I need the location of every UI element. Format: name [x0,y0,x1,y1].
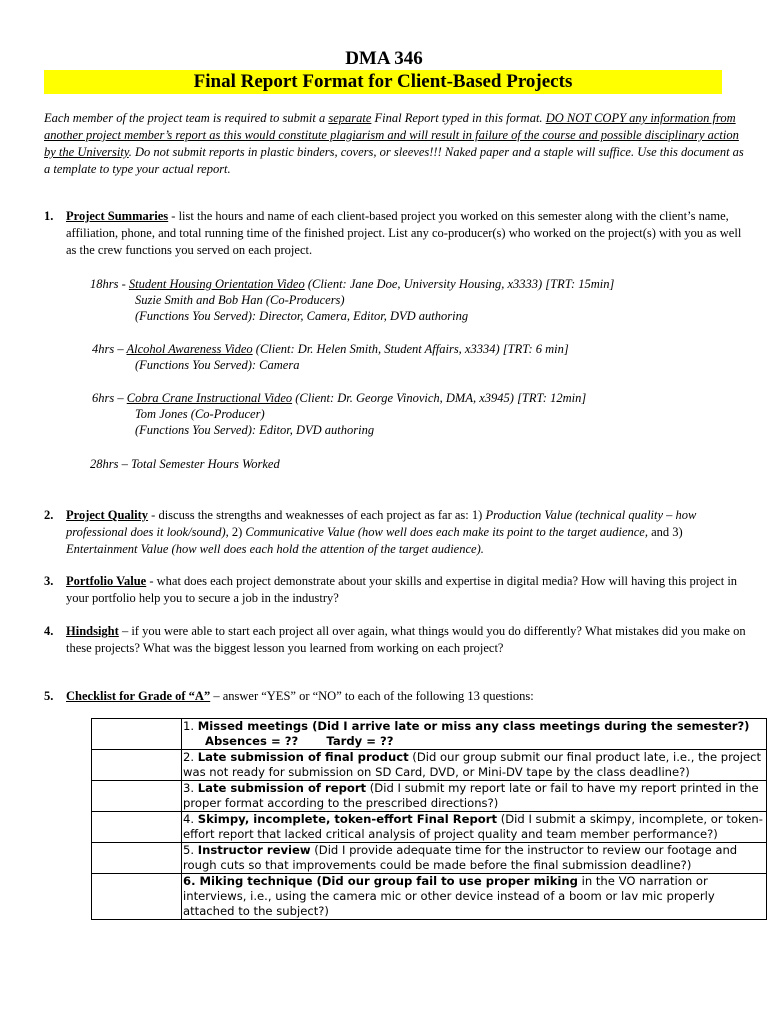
example-name: Cobra Crane Instructional Video [126,391,293,405]
question-title: Late submission of final product [197,750,409,764]
section-body [66,573,746,607]
section-heading: Portfolio Value [66,574,147,588]
answer-cell[interactable] [92,750,182,781]
example-coproducers: Suzie Smith and Bob Han (Co-Producers) [135,293,345,307]
question-cell [182,781,767,812]
question-cell [182,843,767,874]
table-row [92,719,767,750]
example-name: Alcohol Awareness Video [126,342,253,356]
question-cell [182,812,767,843]
example-functions: (Functions You Served): Director, Camera, Editor, DVD authoring [135,309,469,323]
section-number: 1. [44,209,54,223]
question-title: Miking technique (Did our group fail to use proper miking [199,874,578,888]
table-row [92,781,767,812]
section-number: 4. [44,624,54,638]
example-name: Student Housing Orientation Video [128,277,305,291]
section-text: 2) [228,525,246,539]
example-hours: 18hrs - [90,277,129,291]
total-hours: 28hrs – Total Semester Hours Worked [90,457,280,471]
question-number: 2. [183,750,198,764]
section-text: - list the hours and name of each client-based project you worked on this semester along with the client’s name, affiliation, phone, and total running time of the finished project. List any co-producer(s) who worked on the project(s) with you as well as the crew functions you served on each project. [66,209,742,257]
section-body [66,623,746,657]
question-cell [182,750,767,781]
example-project-1 [90,276,614,324]
question-desc: (Did I submit my report late or fail to have my report printed in the proper format according to the prescribed directions?) [183,781,759,810]
question-desc: in the VO narration or interviews, i.e., using the camera mic or other device instead of a boom or lav mic properly attached to the subject?) [183,874,715,918]
intro-text-3: . Do not submit reports in plastic binders, covers, or sleeves!!! Naked paper and a staple will suffice. Use this document as a template to type your actual report. [44,145,744,176]
answer-cell[interactable] [92,874,182,920]
question-title: Instructor review [197,843,311,857]
section-heading: Project Quality [66,508,149,522]
table-row [92,843,767,874]
question-number: 1. [183,719,198,733]
section-number: 5. [44,689,54,703]
example-hours: 6hrs – [92,391,127,405]
answer-cell[interactable] [92,719,182,750]
intro-paragraph [44,110,744,178]
question-cell [182,719,767,750]
question-number: 5. [183,843,198,857]
intro-text-2: Final Report typed in this format. [371,111,546,125]
table-row [92,874,767,920]
example-details: (Client: Dr. George Vinovich, DMA, x3945) [TRT: 12min] [292,391,587,405]
table-row [92,812,767,843]
question-number: 4. [183,812,198,826]
question-number: 3. [183,781,198,795]
answer-cell[interactable] [92,812,182,843]
section-text: - discuss the strengths and weaknesses of each project as far as: 1) [148,508,486,522]
section-body [66,507,746,558]
example-details: (Client: Dr. Helen Smith, Student Affairs, x3334) [TRT: 6 min] [252,342,569,356]
example-details: (Client: Jane Doe, University Housing, x3333) [TRT: 15min] [304,277,615,291]
question-title: Missed meetings (Did I arrive late or miss any class meetings during the semester?) [197,719,750,733]
checklist-table [91,718,767,920]
example-hours: 4hrs – [92,342,127,356]
entertainment-value: Entertainment Value (how well does each hold the attention of the target audience). [66,542,484,556]
question-desc: (Did our group submit our final product late, i.e., the project was not ready for submission on SD Card, DVD, or Mini-DV tape by the class deadline?) [183,750,762,779]
intro-warning: DO NOT COPY any information from another project member’s report as this would constitute plagiarism and will result in failure of the course and possible disciplinary action by the University [44,111,739,159]
example-line-1 [92,390,586,406]
page-title: Final Report Format for Client-Based Projects [44,70,722,94]
section-heading: Project Summaries [66,209,169,223]
example-project-2 [92,341,569,373]
example-functions: (Functions You Served): Camera [135,358,300,372]
section-text: – answer “YES” or “NO” to each of the following 13 questions: [210,689,534,703]
section-heading: Checklist for Grade of “A” [66,689,211,703]
section-text: and 3) [647,525,683,539]
question-title: Late submission of report [197,781,367,795]
question-number: 6. [183,874,200,888]
question-desc: (Did I submit a skimpy, incomplete, or token-effort report that lacked critical analysis of project quality and team member performance?) [183,812,763,841]
production-value: Production Value (technical quality – how professional does it look/sound), [66,508,697,539]
section-body [66,688,746,705]
answer-cell[interactable] [92,843,182,874]
answer-cell[interactable] [92,781,182,812]
question-title: Skimpy, incomplete, token-effort Final Report [197,812,498,826]
section-body [66,208,746,259]
example-functions: (Functions You Served): Editor, DVD authoring [135,423,375,437]
intro-separate: separate [328,111,372,125]
communicative-value: Communicative Value (how well does each make its point to the target audience, [245,525,648,539]
table-row [92,750,767,781]
intro-text-1: Each member of the project team is required to submit a [44,111,329,125]
section-number: 2. [44,508,54,522]
example-coproducers: Tom Jones (Co-Producer) [135,407,265,421]
example-line-1 [90,276,614,292]
example-line-1 [92,341,569,357]
section-text: – if you were able to start each project all over again, what things would you do differently? What mistakes did you make on these projects? What was the biggest lesson you learned from working on each project? [66,624,746,655]
section-heading: Hindsight [66,624,119,638]
example-project-3 [92,390,586,438]
section-text: - what does each project demonstrate about your skills and expertise in digital media? How will having this project in your portfolio help you to secure a job in the industry? [66,574,738,605]
course-code: DMA 346 [345,48,423,69]
question-cell [182,874,767,920]
question-desc: (Did I provide adequate time for the instructor to review our footage and rough cuts so that improvements could be made before the final submission deadline?) [183,843,738,872]
absences-tardy: Absences = ?? Tardy = ?? [205,734,394,748]
section-number: 3. [44,574,54,588]
